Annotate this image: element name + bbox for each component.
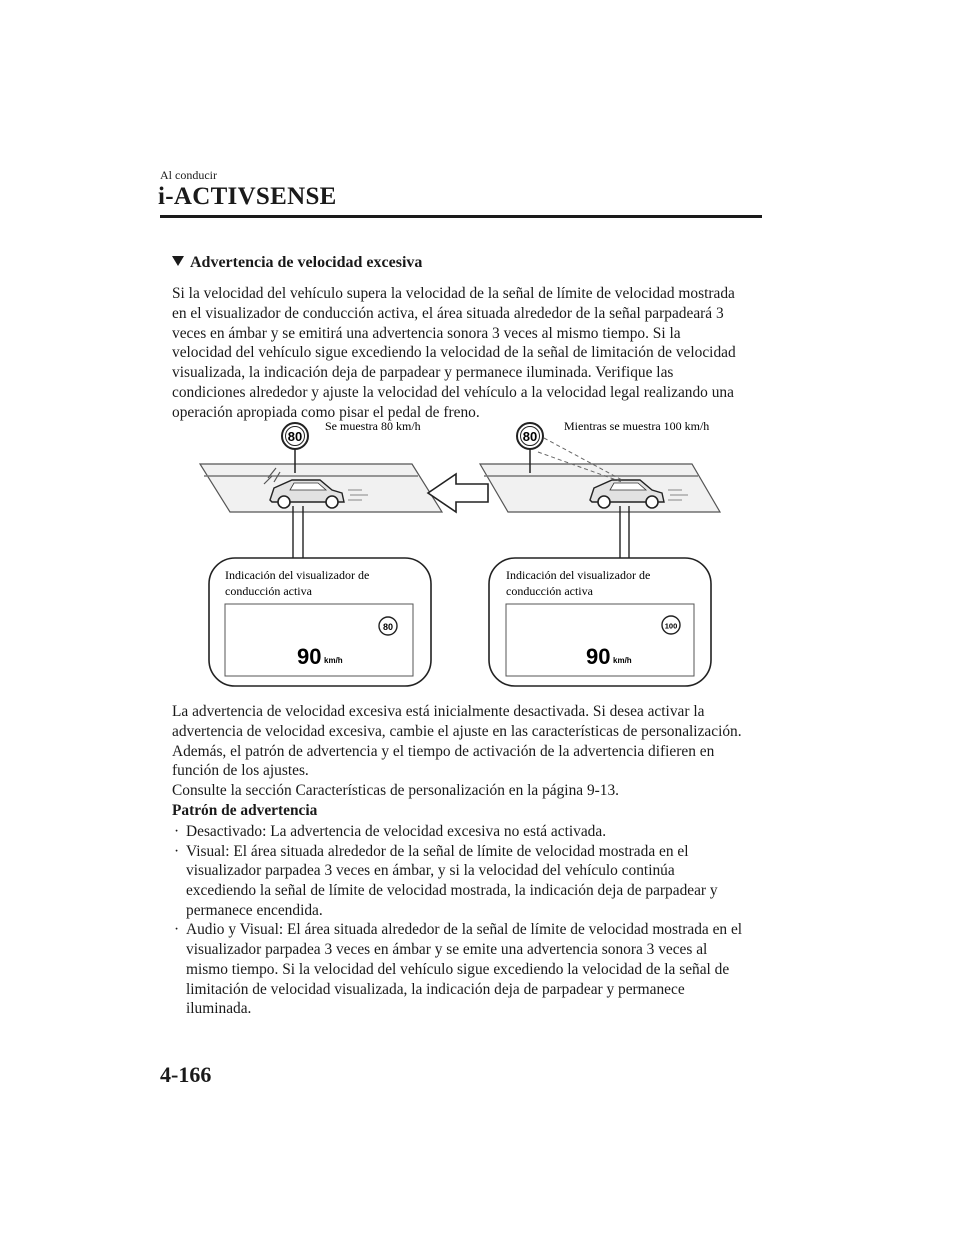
- list-item: · Desactivado: La advertencia de velocidad excesiva no está activada.: [174, 823, 607, 840]
- left-caption: Se muestra 80 km/h: [325, 419, 421, 433]
- section-label: Al conducir: [160, 168, 217, 182]
- triangle-down-icon: [172, 256, 184, 266]
- page-number: 4-166: [160, 1062, 212, 1087]
- header-rule: [160, 215, 762, 218]
- list-item-continuation: limitación de velocidad visualizada, la indicación deja de parpadear y permanece: [186, 980, 685, 998]
- list-item-continuation: mismo tiempo. Si la velocidad del vehículo sigue excediendo la velocidad de la señal de: [186, 960, 730, 978]
- right-scene: [480, 419, 720, 512]
- left-callout: [209, 558, 431, 686]
- body-line: advertencia de velocidad excesiva, cambie el ajuste en las características de personalización.: [172, 722, 742, 740]
- right-caption: Mientras se muestra 100 km/h: [564, 419, 710, 433]
- bullet-icon: ·: [174, 842, 180, 860]
- list-item-continuation: permanece encendida.: [186, 901, 323, 919]
- list-item: · Visual: El área situada alrededor de la señal de límite de velocidad mostrada en el: [174, 842, 689, 860]
- left-callout-line1: Indicación del visualizador de: [225, 568, 370, 582]
- right-speed-readout: 90: [586, 644, 611, 669]
- intro-line: condiciones alrededor y ajuste la velocidad del vehículo a la velocidad legal realizando una: [172, 383, 734, 401]
- left-display-sign-value: 80: [382, 622, 394, 632]
- intro-line: en el visualizador de conducción activa, el área situada alrededor de la señal parpadeará 3: [172, 304, 724, 322]
- subsection-heading: [172, 254, 422, 272]
- body-line: función de los ajustes.: [172, 762, 309, 780]
- intro-line: visualizada, la indicación deja de parpadear y permanece iluminada. Verifique las: [172, 364, 674, 382]
- intro-line: velocidad del vehículo sigue excediendo la velocidad de la señal de limitación de velocidad: [172, 344, 736, 362]
- warning-pattern-list: [172, 822, 772, 1019]
- right-sign-value: 80: [522, 429, 538, 444]
- subsection-heading-text: Advertencia de velocidad excesiva: [190, 254, 423, 271]
- left-speed-unit: km/h: [324, 656, 343, 665]
- right-callout: [489, 558, 711, 686]
- body-paragraph: [172, 702, 772, 821]
- intro-line: Si la velocidad del vehículo supera la velocidad de la señal de límite de velocidad mostrada: [172, 285, 735, 302]
- bullet-icon: ·: [174, 921, 180, 939]
- list-item-continuation: excediendo la señal de límite de velocidad mostrada, la indicación deja de parpadear y: [186, 882, 718, 900]
- cross-reference: Consulte la sección Características de personalización en la página 9-13.: [172, 782, 620, 800]
- right-callout-line1: Indicación del visualizador de: [506, 568, 651, 582]
- left-speed-readout: 90: [297, 644, 322, 669]
- body-line: La advertencia de velocidad excesiva está inicialmente desactivada. Si desea activar la: [172, 703, 705, 720]
- left-callout-line2: conducción activa: [225, 584, 312, 598]
- list-item-continuation: iluminada.: [186, 1000, 252, 1018]
- list-item-continuation: visualizador parpadea 3 veces en ámbar y se emite una advertencia sonora 3 veces al: [186, 941, 708, 959]
- bullet-icon: ·: [174, 823, 180, 840]
- list-item: · Audio y Visual: El área situada alrededor de la señal de límite de velocidad mostrada en el: [174, 921, 743, 939]
- intro-line: veces en ámbar y se emitirá una advertencia sonora 3 veces al mismo tiempo. Si la: [172, 324, 681, 342]
- intro-line: operación apropiada como pisar el pedal de freno.: [172, 403, 480, 421]
- left-scene: [200, 419, 442, 512]
- chapter-title: i-ACTIVSENSE: [158, 183, 337, 210]
- right-speed-unit: km/h: [613, 656, 632, 665]
- left-sign-value: 80: [287, 429, 303, 444]
- body-line: Además, el patrón de advertencia y el tiempo de activación de la advertencia difieren en: [172, 742, 715, 760]
- right-display-sign-value: 100: [664, 621, 678, 631]
- list-item-continuation: visualizador parpadea 3 veces en ámbar, y si la velocidad del vehículo continúa: [186, 862, 675, 880]
- pattern-title: Patrón de advertencia: [172, 801, 318, 819]
- right-callout-line2: conducción activa: [506, 584, 593, 598]
- intro-paragraph: [172, 284, 772, 423]
- speed-warning-figure: [192, 418, 752, 690]
